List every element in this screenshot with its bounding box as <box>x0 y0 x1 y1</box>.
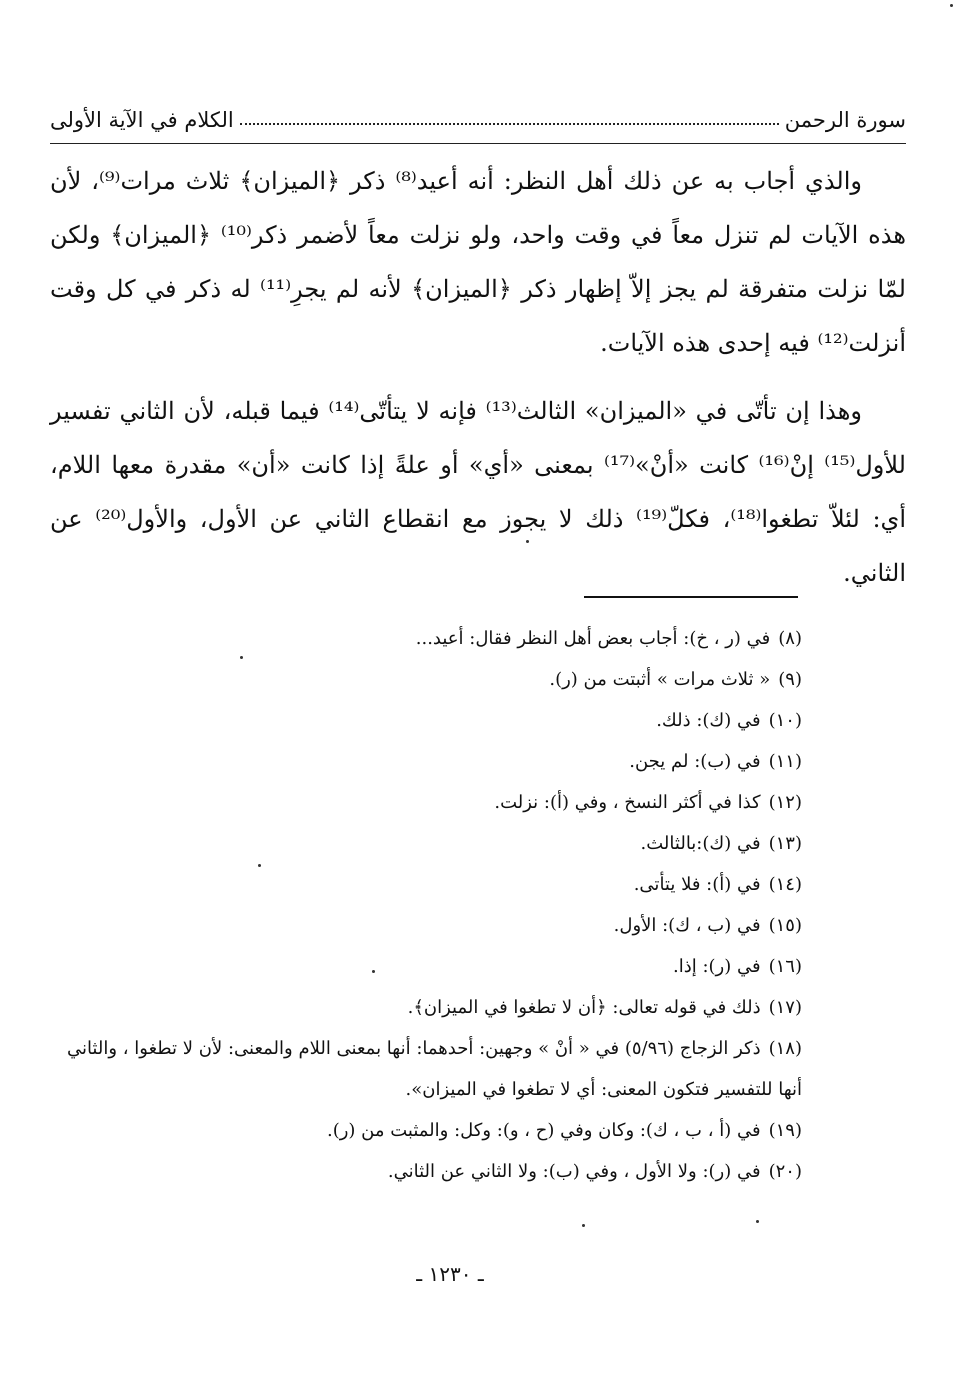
footnote-number: (١٣) <box>768 833 802 854</box>
footnote-item <box>50 1028 802 1110</box>
footnote-item <box>50 618 802 659</box>
footnote-number: (١٩) <box>768 1120 802 1141</box>
footnote-number: (١٨) <box>768 1038 802 1059</box>
footnote-item <box>50 864 802 905</box>
footnote-item <box>50 659 802 700</box>
scan-speck <box>526 540 529 543</box>
footnote-item <box>50 905 802 946</box>
footnote-text: في (ب): لم يجن. <box>629 751 761 772</box>
main-text <box>50 154 906 600</box>
scan-speck <box>582 1224 585 1227</box>
footnote-separator <box>584 596 798 598</box>
scan-speck <box>240 656 243 659</box>
page-number: ـ ١٢٣٠ ـ <box>416 1262 484 1286</box>
header-surah-name: سورة الرحمن <box>784 108 906 132</box>
running-header <box>50 100 906 140</box>
footnote-text: « ثلاث مرات » أثبتت من (ر). <box>549 669 771 690</box>
footnote-number: (١٦) <box>768 956 802 977</box>
footnote-number: (٩) <box>778 669 802 690</box>
paragraph-1: والذي أجاب به عن ذلك أهل النظر: أنه أعيد⁽⁸⁾ ذكر ﴿الميزان﴾ ثلاث مرات⁽⁹⁾، لأن هذه الآيات لم تنزل معاً في وقت واحد، ولو نزلت معاً لأضمر ذكر⁽¹⁰⁾ ﴿الميزان﴾ ولكن لمّا نزلت متفرقة لم يجز إلاّ إظهار ذكر ﴿الميزان﴾ لأنه لم يجرِ⁽¹¹⁾ له ذكر في كل وقت أنزلت⁽¹²⁾ فيه إحدى هذه الآيات. <box>50 167 906 357</box>
footnote-text: في (ك): ذلك. <box>656 710 761 731</box>
footnote-item <box>50 987 802 1028</box>
footnote-text: ذكر الزجاج (٥/٩٦) في « أنْ » وجهين: أحدهما: أنها بمعنى اللام والمعنى: لأن لا تطغوا ، والثاني أنها للتفسير فتكون المعنى: أي لا تطغوا في الميزان». <box>66 1038 802 1100</box>
footnote-item <box>50 1110 802 1151</box>
footnotes <box>50 618 802 1192</box>
footnote-number: (٢٠) <box>768 1161 802 1182</box>
scan-speck <box>258 864 261 867</box>
header-dot-leader <box>240 123 779 125</box>
paragraph-2: وهذا إن تأتّى في «الميزان» الثالث⁽¹³⁾ فإنه لا يتأتّى⁽¹⁴⁾ فيما قبله، لأن الثاني تفسير للأول⁽¹⁵⁾ إنْ⁽¹⁶⁾ كانت «أنْ»⁽¹⁷⁾ بمعنى «أي» أو علةً إذا كانت «أن» مقدرة معها اللام، أي: لئلاّ تطغوا⁽¹⁸⁾، فكلّ⁽¹⁹⁾ ذلك لا يجوز مع انقطاع الثاني عن الأول، والأول⁽²⁰⁾ عن الثاني. <box>50 397 906 587</box>
footnote-item <box>50 946 802 987</box>
footnote-text: كذا في أكثر النسخ ، وفي (أ): نزلت. <box>494 792 761 813</box>
footnote-text: في (ر ، خ): أجاب بعض أهل النظر فقال: أعيد... <box>415 628 771 649</box>
footnote-item <box>50 700 802 741</box>
footnote-text: في (ر): إذا. <box>673 956 761 977</box>
footnote-item <box>50 823 802 864</box>
footnote-number: (١٧) <box>768 997 802 1018</box>
footnote-item <box>50 1151 802 1192</box>
footnote-number: (١٥) <box>768 915 802 936</box>
footnote-number: (١٤) <box>768 874 802 895</box>
scan-speck <box>950 4 953 7</box>
footnote-text: في (ر): ولا الأول ، وفي (ب): ولا الثاني عن الثاني. <box>387 1161 761 1182</box>
footnote-text: في (أ): فلا يتأتى. <box>633 874 761 895</box>
footnote-text: في (ب ، ك): الأول. <box>613 915 761 936</box>
footnote-number: (١٠) <box>768 710 802 731</box>
header-rule <box>50 143 906 144</box>
footnote-item <box>50 741 802 782</box>
footnote-text: ذلك في قوله تعالى: ﴿أن لا تطغوا في الميزان﴾. <box>407 997 761 1018</box>
footnote-number: (١١) <box>768 751 802 772</box>
scan-speck <box>756 1220 759 1223</box>
scan-speck <box>372 970 375 973</box>
footnote-number: (٨) <box>778 628 802 649</box>
header-topic: الكلام في الآية الأولى <box>50 108 234 132</box>
footnote-item <box>50 782 802 823</box>
footnote-text: في (ك):بالثالث. <box>640 833 761 854</box>
footnote-number: (١٢) <box>768 792 802 813</box>
footnote-text: في (أ ، ب ، ك): وكان وفي (ح ، و): وكل: والمثبت من (ر). <box>326 1120 761 1141</box>
